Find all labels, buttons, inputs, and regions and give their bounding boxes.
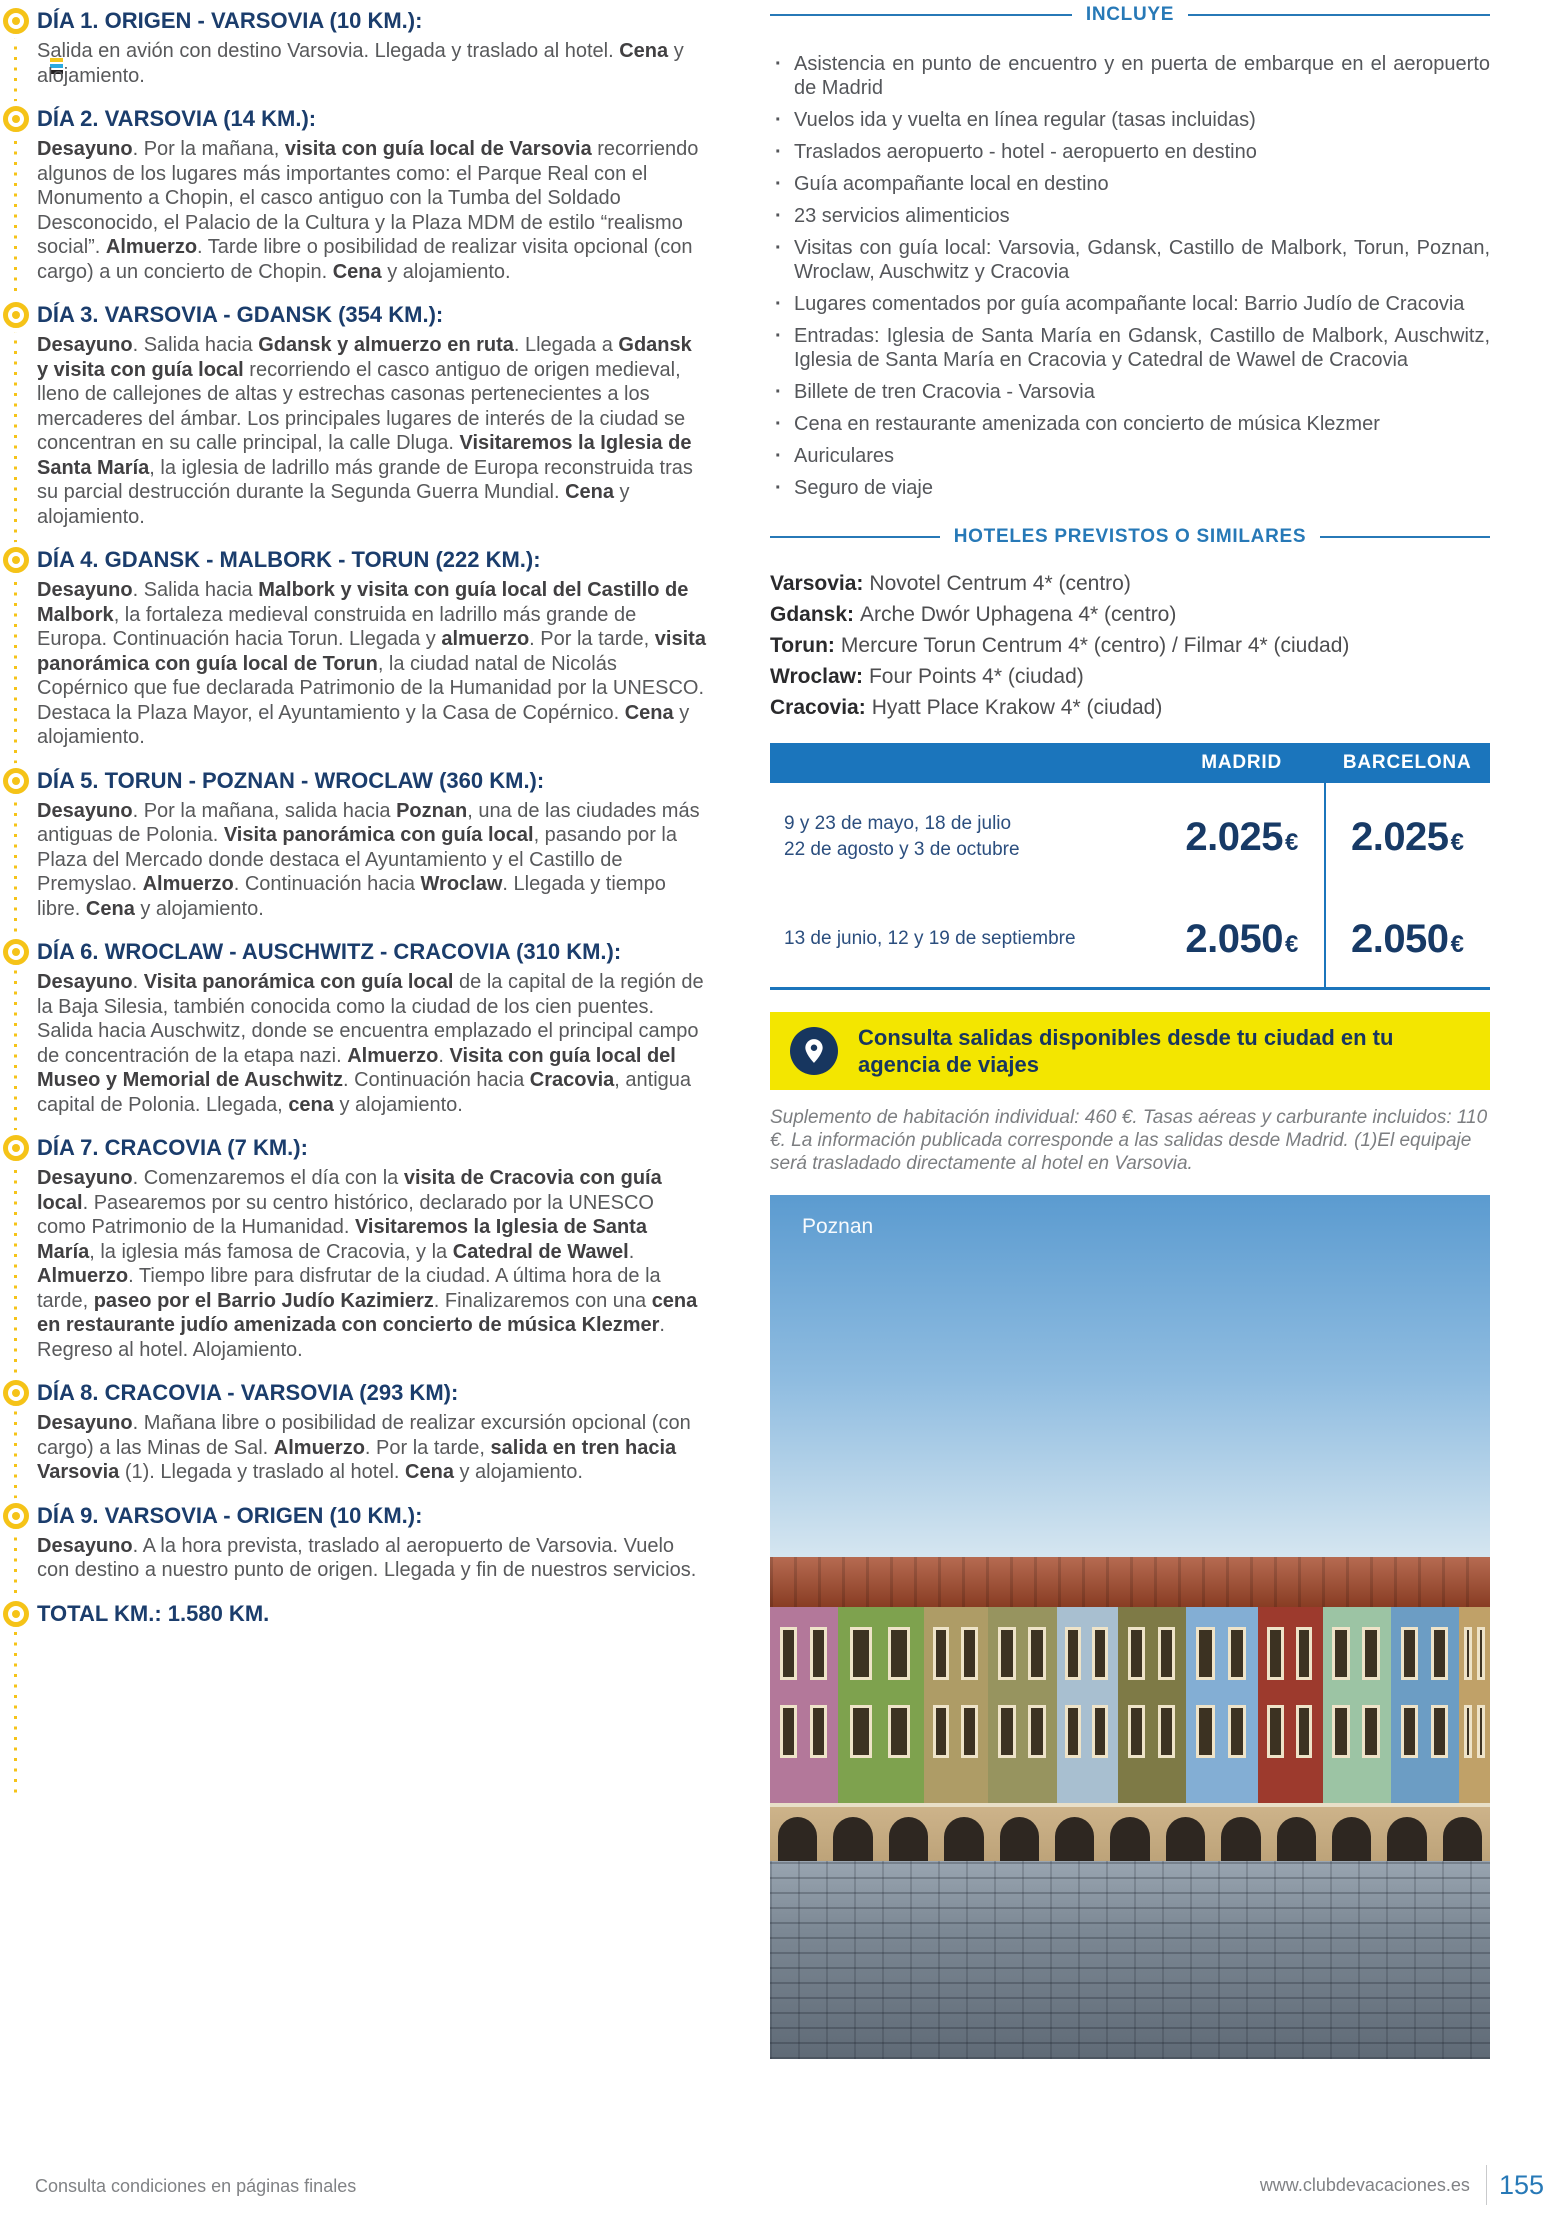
day-body: Desayuno. A la hora prevista, traslado al aeropuerto de Varsovia. Vuelo con destino a nuestro punto de origen. Llegada y fin de nuestros servicios. [37,1534,697,1581]
sky [770,1195,1490,1607]
hotel-city: Torun: [770,634,835,657]
house-window [1092,1705,1108,1758]
house-facade [924,1607,989,1803]
house-window [961,1705,978,1758]
house-window [1128,1627,1146,1680]
hotels-heading [770,526,1490,548]
day-title: DÍA 7. CRACOVIA (7 KM.): [37,1135,308,1160]
price-value: 2.050€ [1185,916,1298,961]
house-window [1267,1627,1284,1680]
currency-symbol: € [1450,930,1464,958]
include-item: · Asistencia en punto de encuentro y en puerta de embarque en el aeropuerto de Madrid [770,52,1490,100]
timeline-marker-icon [3,106,29,132]
house-window [1228,1627,1247,1680]
arcade-arch [1387,1817,1426,1861]
footer-right [1260,2165,1544,2205]
house-facade [1459,1607,1490,1803]
timeline-marker-icon [3,8,29,34]
house-window [1128,1705,1146,1758]
dates-line: 9 y 23 de mayo, 18 de julio [784,813,1012,834]
photo-caption: Poznan [802,1215,874,1238]
house-window [998,1627,1016,1680]
arcade-arch [1277,1817,1316,1861]
include-item: · Traslados aeropuerto - hotel - aeropuerto en destino [770,140,1490,164]
house-window [1028,1627,1046,1680]
hotel-city: Cracovia: [770,696,866,719]
poznan-photo [770,1195,1490,2059]
house-window [888,1627,910,1680]
timeline-marker-icon [3,547,29,573]
itinerary-day [37,1133,707,1362]
house-window [1362,1705,1380,1758]
price-value: 2.025€ [1185,814,1298,859]
house-window [1158,1705,1176,1758]
include-item: · Cena en restaurante amenizada con concierto de música Klezmer [770,412,1490,436]
house-window [1464,1627,1472,1680]
day-body: Desayuno. Comenzaremos el día con la visita de Cracovia con guía local. Pasearemos por su centro histórico, declarado por la UNESCO como Patrimonio de la Humanidad. Visitaremos la Iglesia de Santa María, la iglesia más famosa de Cracovia, y la Catedral de Wawel. Almuerzo. Tiempo libre para disfrutar de la ciudad. A última hora de la tarde, paseo por el Barrio Judío Kazimierz. Finalizaremos con una cena en restaurante judío amenizada con concierto de música Klezmer. Regreso al hotel. Alojamiento. [37,1167,698,1361]
itinerary-day [37,1599,707,1628]
house-facade [1258,1607,1323,1803]
day-title: DÍA 4. GDANSK - MALBORK - TORUN (222 KM.): [37,547,541,572]
itinerary-column [0,6,707,1644]
dates-line: 13 de junio, 12 y 19 de septiembre [784,928,1076,949]
itinerary-day [37,1501,707,1583]
price-table-header [770,743,1490,783]
house-window [933,1705,950,1758]
price-table-body [770,783,1490,987]
arcade-arch [1166,1817,1205,1861]
house-window [1401,1705,1419,1758]
house-facade [1057,1607,1118,1803]
arcade-arch [1110,1817,1149,1861]
footer-conditions: Consulta condiciones en páginas finales [35,2176,357,2196]
includes-heading [770,4,1490,26]
day-body: Desayuno. Por la mañana, visita con guía local de Varsovia recorriendo algunos de los lugares más importantes como: el Parque Real con el Monumento a Chopin, el casco antiguo con la Tumba del Soldado Desconocido, el Palacio de la Cultura y la Plaza MDM de estilo “realismo social”. Almuerzo. Tarde libre o posibilidad de realizar visita opcional (con cargo) a un concierto de Chopin. Cena y alojamiento. [37,138,699,283]
day-body: Desayuno. Salida hacia Gdansk y almuerzo en ruta. Llegada a Gdansk y visita con guía local recorriendo el casco antiguo de origen medieval, lleno de callejones de altas y estrechas casonas pertenecientes a los mercaderes del ámbar. Los principales lugares de interés de la ciudad se concentran en su calle principal, la calle Dluga. Visitaremos la Iglesia de Santa María, la iglesia de ladrillo más grande de Europa reconstruida tras su parcial destrucción durante la Segunda Guerra Mundial. Cena y alojamiento. [37,334,693,528]
houses-row [770,1607,1490,1807]
hotel-city: Wroclaw: [770,665,863,688]
arcade-arch [1221,1817,1260,1861]
page-number: 155 [1498,2169,1544,2200]
includes-heading-label: INCLUYE [1085,4,1175,25]
day-title: TOTAL KM.: 1.580 KM. [37,1600,270,1626]
itinerary-day [37,1378,707,1485]
timeline-marker-icon [3,302,29,328]
house-window [1401,1627,1419,1680]
house-window [1332,1705,1350,1758]
hotel-entry [770,568,1490,599]
hotel-entry [770,599,1490,630]
timeline-marker-icon [3,1380,29,1406]
include-item: · Entradas: Iglesia de Santa María en Gdansk, Castillo de Malbork, Auschwitz, Iglesia de Santa María en Cracovia y Catedral de Wawel de Cracovia [770,324,1490,372]
arcade-arch [944,1817,983,1861]
include-item: · Lugares comentados por guía acompañante local: Barrio Judío de Cracovia [770,292,1490,316]
hotel-detail: Hyatt Place Krakow 4* (ciudad) [871,696,1163,719]
include-item: · 23 servicios alimenticios [770,204,1490,228]
arcade-arch [1443,1817,1482,1861]
house-window [1431,1705,1449,1758]
house-window [1065,1705,1081,1758]
day-body: Desayuno. Por la mañana, salida hacia Poznan, una de las ciudades más antiguas de Polonia. Visita panorámica con guía local, pasando por la Plaza del Mercado donde destaca el Ayuntamiento y el Castillo de Premyslao. Almuerzo. Continuación hacia Wroclaw. Llegada y tiempo libre. Cena y alojamiento. [37,799,700,920]
include-item: · Billete de tren Cracovia - Varsovia [770,380,1490,404]
house-facade [838,1607,923,1803]
timeline-marker-icon [3,768,29,794]
page-number-divider [1486,2165,1487,2205]
rooftops [770,1557,1490,1607]
day-body: Desayuno. Visita panorámica con guía local de la capital de la región de la Baja Silesia, también conocida como la ciudad de los cien puentes. Salida hacia Auschwitz, donde se encuentra emplazado el principal campo de concentración de la etapa nazi. Almuerzo. Visita con guía local del Museo y Memorial de Auschwitz. Continuación hacia Cracovia, antigua capital de Polonia. Llegada, cena y alojamiento. [37,971,704,1116]
house-window [1464,1705,1472,1758]
include-item: · Seguro de viaje [770,476,1490,500]
hotel-detail: Mercure Torun Centrum 4* (centro) / Filmar 4* (ciudad) [840,634,1350,657]
house-window [850,1705,872,1758]
house-facade [1118,1607,1186,1803]
include-item: · Auriculares [770,444,1490,468]
day-body: Salida en avión con destino Varsovia. Llegada y traslado al hotel. Cena y alojamiento. [37,40,684,87]
day-title: DÍA 2. VARSOVIA (14 KM.): [37,106,317,131]
day-title: DÍA 5. TORUN - POZNAN - WROCLAW (360 KM.): [37,767,545,793]
house-window [1196,1627,1215,1680]
price-value: 2.050€ [1350,916,1464,961]
include-item: · Vuelos ida y vuelta en línea regular (tasas incluidas) [770,108,1490,132]
house-window [998,1705,1016,1758]
arcade-arch [1332,1817,1371,1861]
itinerary-list [37,6,707,1628]
house-window [1228,1705,1247,1758]
house-window [1477,1705,1485,1758]
arcade-arch [833,1817,872,1861]
itinerary-day [37,545,707,750]
house-window [780,1627,798,1680]
hotel-city: Varsovia: [770,572,864,595]
currency-symbol: € [1450,828,1464,856]
house-window [810,1705,828,1758]
arcade-arch [1055,1817,1094,1861]
timeline-marker-icon [3,1503,29,1529]
price-row [770,891,1490,987]
footer-website: www.clubdevacaciones.es [1259,2174,1470,2195]
day-body: Desayuno. Salida hacia Malbork y visita con guía local del Castillo de Malbork, la fortaleza medieval construida en ladrillo más grande de Europa. Continuación hacia Torun. Llegada y almuerzo. Por la tarde, visita panorámica con guía local de Torun, la ciudad natal de Nicolás Copérnico que fue declarada Patrimonio de la Humanidad por la UNESCO. Destaca la Plaza Mayor, el Ayuntamiento y la Casa de Copérnico. Cena y alojamiento. [37,579,706,748]
timeline-marker-icon [3,1135,29,1161]
house-window [888,1705,910,1758]
itinerary-day [37,6,707,88]
day-title: DÍA 3. VARSOVIA - GDANSK (354 KM.): [37,302,444,327]
info-column [770,0,1490,2059]
itinerary-day [37,300,707,529]
itinerary-day [37,937,707,1117]
timeline-marker-icon [3,1601,29,1627]
include-item: · Guía acompañante local en destino [770,172,1490,196]
house-window [1028,1705,1046,1758]
hotels-heading-label: HOTELES PREVISTOS O SIMILARES [953,526,1307,547]
arcade-arch [889,1817,928,1861]
house-window [1267,1705,1284,1758]
column-barcelona: BARCELONA [1342,752,1472,773]
fine-print: Suplemento de habitación individual: 460 €. Tasas aéreas y carburante incluidos: 110 €. La información publicada corresponde a las salidas desde Madrid. (1)El equipaje será trasladado directamente al hotel en Varsovia. [770,1107,1488,1174]
include-item: · Visitas con guía local: Varsovia, Gdansk, Castillo de Malbork, Torun, Poznan, Wroclaw, Auschwitz y Cracovia [770,236,1490,284]
hotel-detail: Novotel Centrum 4* (centro) [869,572,1131,595]
hotel-detail: Arche Dwór Uphagena 4* (centro) [860,603,1177,626]
departure-dates [770,811,1159,863]
house-window [933,1627,950,1680]
house-facade [1391,1607,1459,1803]
house-window [1296,1627,1313,1680]
price-value: 2.025€ [1350,814,1464,859]
heading-rule [1320,536,1490,538]
departures-notice [770,1012,1490,1090]
timeline-marker-icon [3,939,29,965]
house-facade [988,1607,1056,1803]
column-divider [1324,783,1326,987]
house-window [1092,1627,1108,1680]
house-window [1158,1627,1176,1680]
house-window [1296,1705,1313,1758]
departure-dates [770,926,1159,952]
includes-list [770,52,1490,500]
heading-rule [1188,14,1490,16]
house-window [1477,1627,1485,1680]
house-window [1362,1627,1380,1680]
column-madrid: MADRID [1201,752,1282,773]
day-title: DÍA 6. WROCLAW - AUSCHWITZ - CRACOVIA (310 KM.): [37,939,622,964]
hotel-entry [770,630,1490,661]
house-window [850,1627,872,1680]
currency-symbol: € [1284,828,1298,856]
currency-symbol: € [1284,930,1298,958]
itinerary-day [37,104,707,284]
hotels-list [770,568,1490,723]
dates-line: 22 de agosto y 3 de octubre [784,839,1020,860]
timeline-dotted-line [14,36,17,1798]
house-facade [770,1607,838,1803]
location-pin-icon [790,1027,838,1075]
house-window [1332,1627,1350,1680]
arcade-arch [778,1817,817,1861]
house-window [780,1705,798,1758]
heading-rule [770,14,1072,16]
notice-text: Consulta salidas disponibles desde tu ciudad en tu agencia de viajes [858,1025,1394,1077]
hotel-city: Gdansk: [770,603,855,626]
cobblestone-plaza [770,1861,1490,2059]
house-facade [1323,1607,1391,1803]
hotel-detail: Four Points 4* (ciudad) [868,665,1084,688]
day-title: DÍA 9. VARSOVIA - ORIGEN (10 KM.): [37,1502,423,1528]
day-body: Desayuno. Mañana libre o posibilidad de realizar excursión opcional (con cargo) a las Minas de Sal. Almuerzo. Por la tarde, salida en tren hacia Varsovia (1). Llegada y traslado al hotel. Cena y alojamiento. [37,1412,691,1483]
arcade-arch [1000,1817,1039,1861]
itinerary-day [37,766,707,922]
price-table [770,743,1490,990]
hotel-entry [770,661,1490,692]
arcade-row [770,1807,1490,1861]
hotel-entry [770,692,1490,723]
house-facade [1186,1607,1258,1803]
house-window [1431,1627,1449,1680]
heading-rule [770,536,940,538]
house-window [1196,1705,1215,1758]
house-window [1065,1627,1081,1680]
house-window [810,1627,828,1680]
house-window [961,1627,978,1680]
price-row [770,783,1490,891]
day-title: DÍA 1. ORIGEN - VARSOVIA (10 KM.): [37,8,423,33]
day-title: DÍA 8. CRACOVIA - VARSOVIA (293 KM): [37,1380,459,1405]
